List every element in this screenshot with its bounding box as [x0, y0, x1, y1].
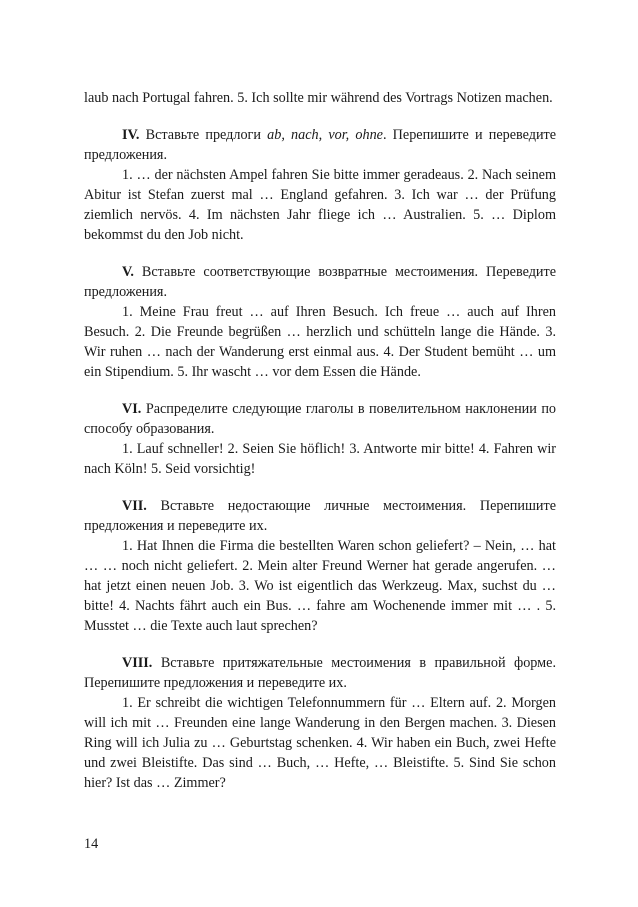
section-vi: [84, 399, 556, 479]
section-iv-prepositions: ab, nach, vor, ohne: [267, 127, 383, 143]
section-viii-instruction-text: Вставьте притяжательные местоимения в правильной форме. Перепишите предложения и переведите их.: [84, 655, 557, 691]
section-v-instruction: [84, 262, 556, 302]
page-number: 14: [84, 836, 99, 852]
section-iv-exercise: 1. … der nächsten Ampel fahren Sie bitte immer geradeaus. 2. Nach seinem Abitur ist Stefan zuerst mal … England gefahren. 3. Ich war … der Prüfung ziemlich nervös. 4. Im nächsten Jahr fliege ich … Australien. 5. … Diplom bekommst du den Job nicht.: [84, 167, 556, 243]
section-viii-exercise: 1. Er schreibt die wichtigen Telefonnummern für … Eltern auf. 2. Morgen will ich mit … Freunden eine lange Wanderung in den Bergen machen. 3. Diesen Ring will ich Julia zu … Geburtstag schenken. 4. Wir haben ein Buch, zwei Hefte und zwei Bleistifte. Das sind … Buch, … Hefte, … Bleistifte. 5. Sind Sie schon hier? Ist das … Zimmer?: [84, 695, 556, 791]
section-vii-number: VII.: [122, 498, 147, 514]
section-v-instruction-text: Вставьте соответствующие возвратные местоимения. Переведите предложения.: [84, 264, 557, 300]
section-vii-instruction: [84, 496, 556, 536]
section-viii: [84, 653, 556, 793]
section-iv-instruction-a: Вставьте предлоги: [145, 127, 261, 143]
section-vi-instruction: [84, 399, 556, 439]
section-v-exercise: 1. Meine Frau freut … auf Ihren Besuch. Ich freue … auch auf Ihren Besuch. 2. Die Freunde begrüßen … herzlich und schütteln lange die Hände. 3. Wir ruhen … nach der Wanderung erst einmal aus. 4. Der Student bemüht … um ein Stipendium. 5. Ihr wascht … vor dem Essen die Hände.: [84, 304, 556, 380]
intro-paragraph: laub nach Portugal fahren. 5. Ich sollte mir während des Vortrags Notizen machen.: [84, 90, 553, 106]
section-iv: [84, 125, 556, 245]
section-iv-instruction-b: . Перепишите и переведите предложения.: [84, 127, 557, 163]
section-vii: [84, 496, 556, 636]
section-iv-number: IV.: [122, 127, 140, 143]
section-vi-number: VI.: [122, 401, 142, 417]
section-v-number: V.: [122, 264, 134, 280]
section-iv-instruction: [84, 125, 556, 165]
section-vii-instruction-text: Вставьте недостающие личные местоимения. Перепишите предложения и переведите их.: [84, 498, 557, 534]
section-v: [84, 262, 556, 382]
section-vii-exercise: 1. Hat Ihnen die Firma die bestellten Waren schon geliefert? – Nein, … hat … … noch nicht geliefert. 2. Mein alter Freund Werner hat gerade angerufen. … hat jetzt einen neuen Job. 3. Wo ist eigentlich das Werkzeug. Max, suchst du … bitte! 4. Nachts fährt auch ein Bus. … fahre am Wochenende immer mit … . 5. Musstet … die Texte auch laut sprechen?: [84, 538, 556, 634]
section-vi-exercise: 1. Lauf schneller! 2. Seien Sie höflich! 3. Antworte mir bitte! 4. Fahren wir nach Köln! 5. Seid vorsichtig!: [84, 441, 556, 477]
section-vi-instruction-text: Распределите следующие глаголы в повелительном наклонении по способу образования.: [84, 401, 557, 437]
section-viii-instruction: [84, 653, 556, 693]
section-viii-number: VIII.: [122, 655, 153, 671]
page-body: [84, 88, 556, 793]
